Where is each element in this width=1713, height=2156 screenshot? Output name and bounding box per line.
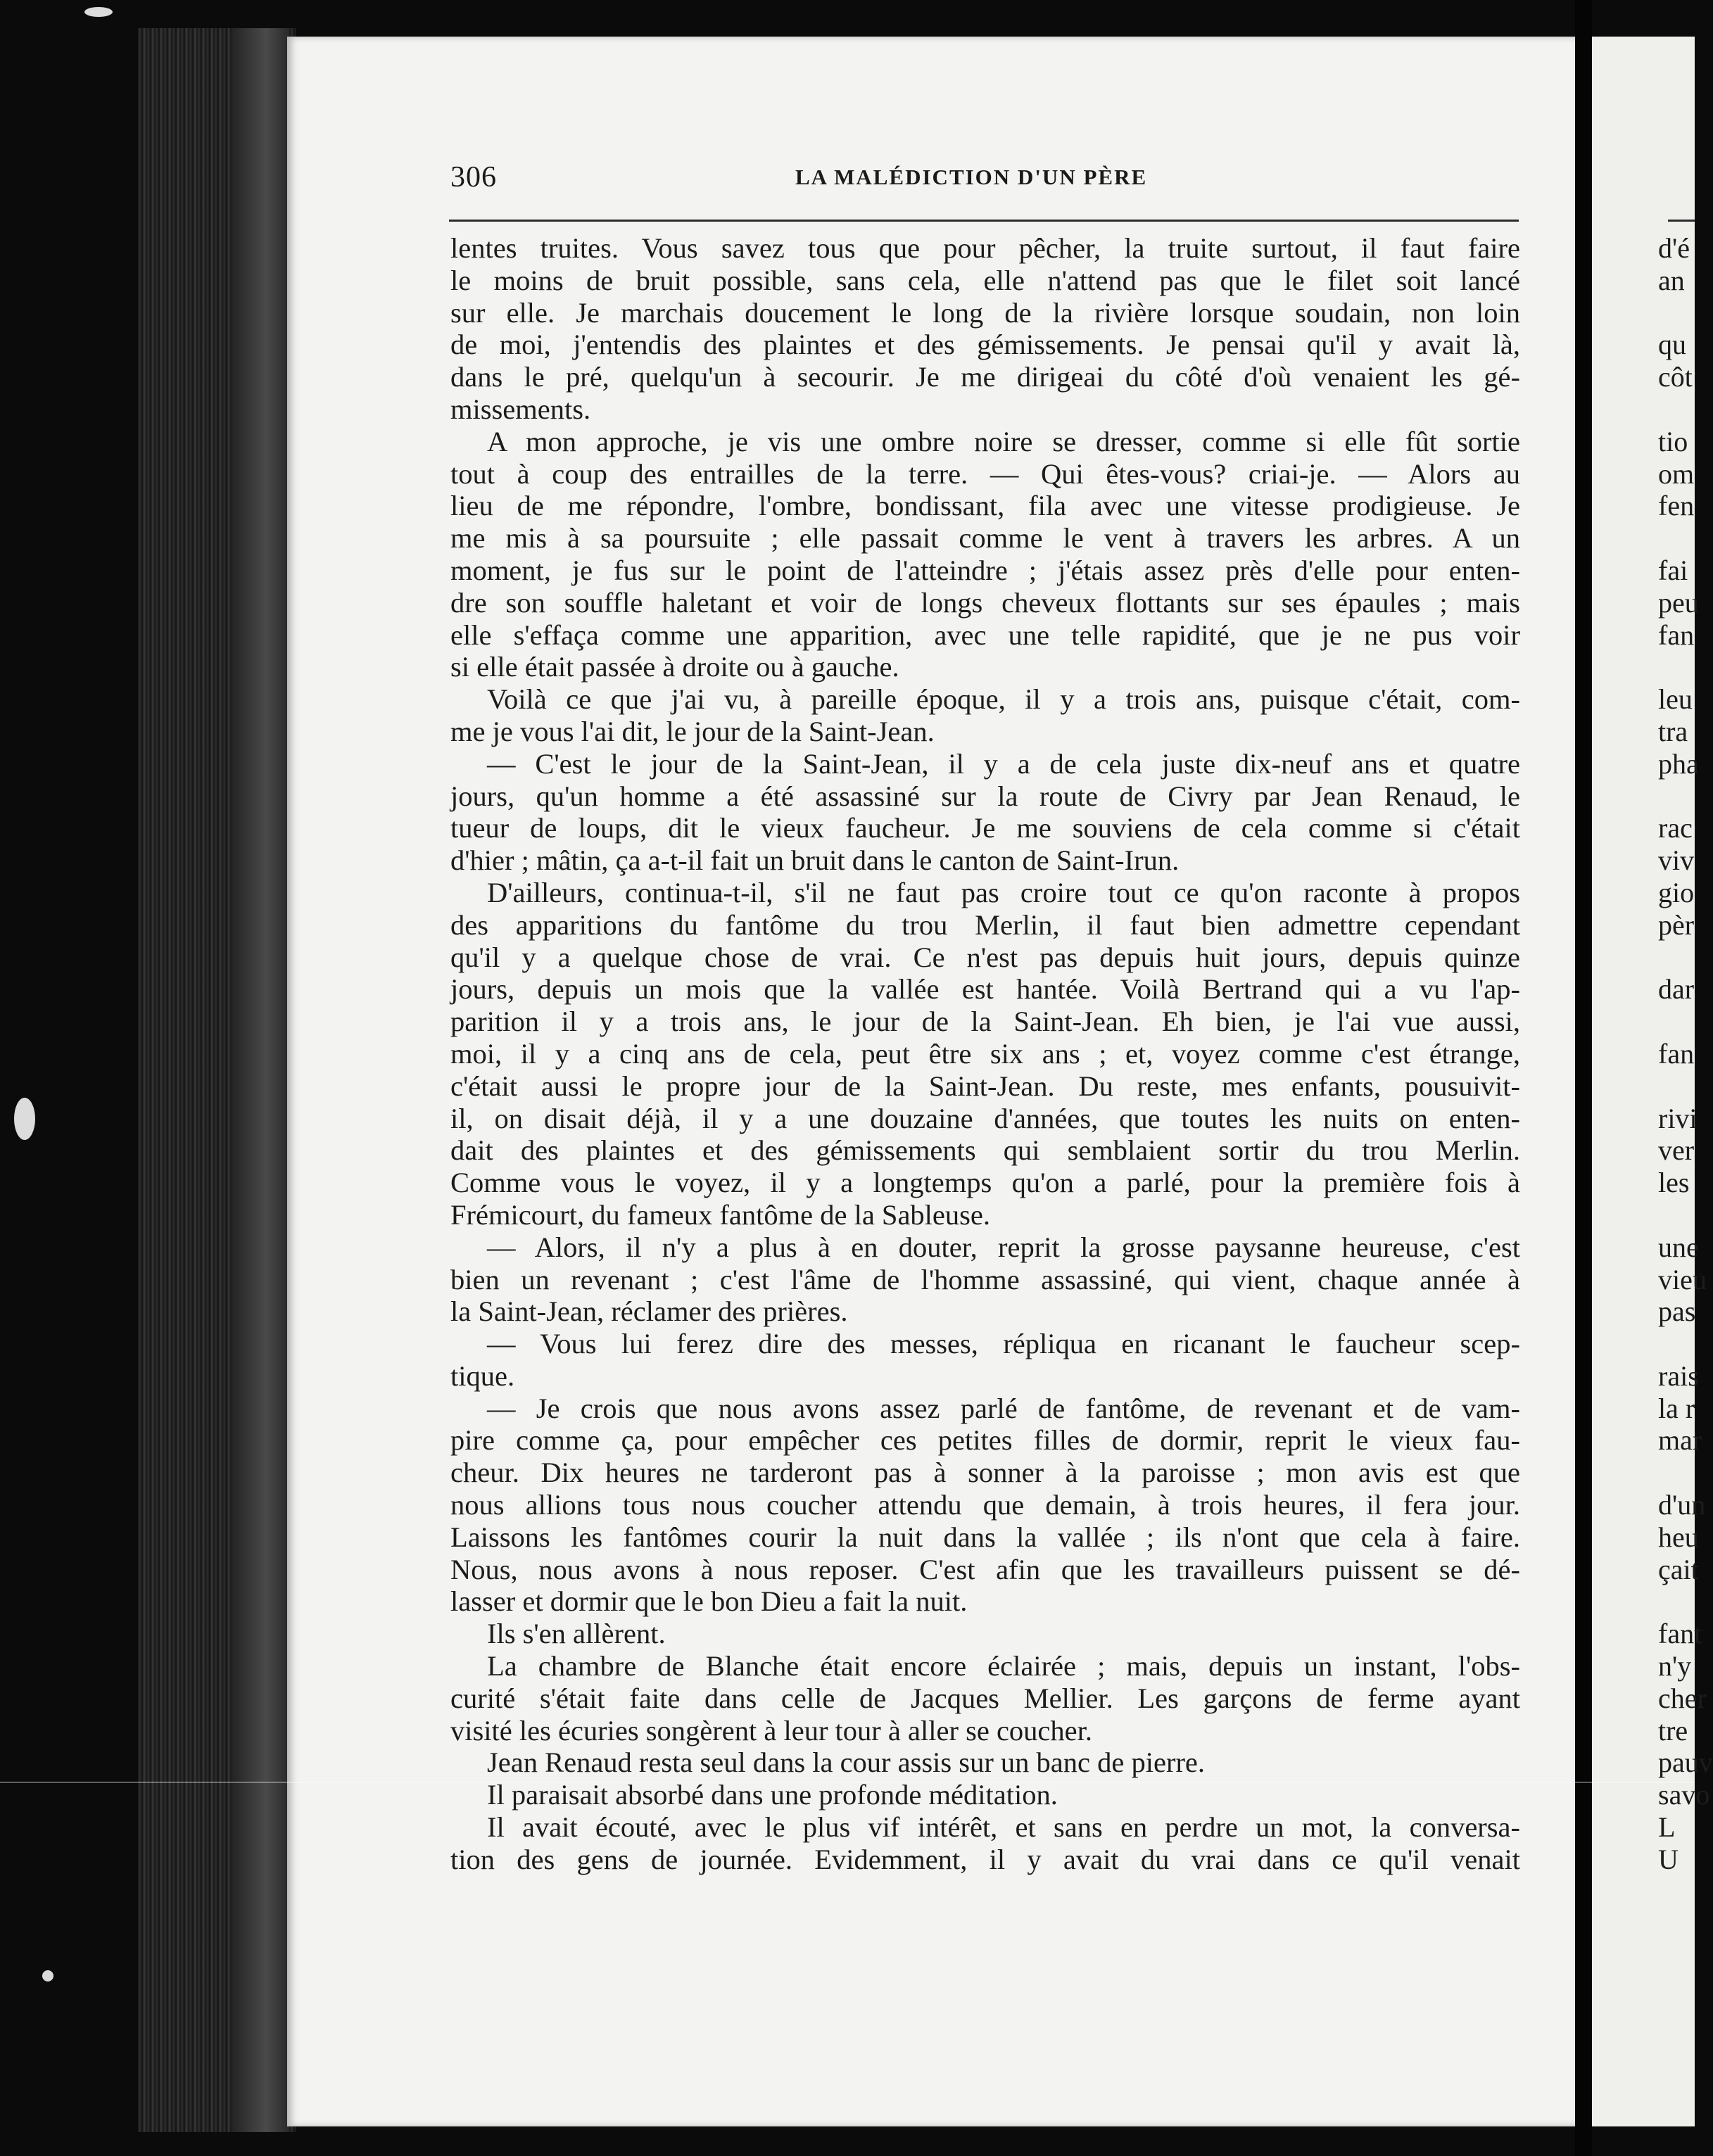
text-line: sur elle. Je marchais doucement le long de la rivière lorsque soudain, non loin (450, 296, 1520, 329)
next-page-fragment: fen (1658, 490, 1695, 522)
next-page-fragment (1658, 1006, 1695, 1038)
text-line: tion des gens de journée. Evidemment, il y avait du vrai dans ce qu'il venait (450, 1843, 1520, 1875)
text-line: jours, depuis un mois que la vallée est hantée. Voilà Bertrand qui a vu l'ap- (450, 973, 1520, 1006)
next-page-fragment: fant (1658, 1618, 1702, 1650)
next-page-fragment: pauv (1658, 1746, 1713, 1779)
next-page-fragment: tre (1658, 1714, 1688, 1746)
next-page-fragment: fan (1658, 619, 1695, 651)
next-page-fragment: cher (1658, 1682, 1707, 1714)
text-line: pire comme ça, pour empêcher ces petites filles de dormir, reprit le vieux fau- (450, 1424, 1520, 1457)
text-line: me je vous l'ai dit, le jour de la Saint-Jean. (450, 715, 935, 747)
text-line: curité s'était faite dans celle de Jacques Mellier. Les garçons de ferme ayant (450, 1682, 1520, 1714)
page-gutter (1575, 0, 1592, 2156)
next-page-fragment: om (1658, 457, 1695, 490)
next-page-fragment (1658, 1457, 1695, 1489)
text-line: Ils s'en allèrent. (487, 1618, 666, 1650)
next-page-fragment: rais (1658, 1359, 1699, 1392)
next-page-fragment: U (1658, 1843, 1679, 1875)
text-line: Voilà ce que j'ai vu, à pareille époque, il y a trois ans, puisque c'était, com- (487, 683, 1520, 716)
text-line: de moi, j'entendis des plaintes et des gémissements. Je pensai qu'il y avait là, (450, 329, 1520, 361)
next-page-fragment: leu (1658, 683, 1693, 716)
next-page-fragment (1658, 780, 1695, 813)
next-page-fragment: les (1658, 1167, 1690, 1199)
text-line: Nous, nous avons à nous reposer. C'est afin que les travailleurs puissent se dé- (450, 1553, 1520, 1585)
next-page-fragment: rac (1658, 812, 1693, 844)
text-line: Il avait écouté, avec le plus vif intérêt, et sans en perdre un mot, la conversa- (487, 1811, 1520, 1844)
next-page-fragment: L (1658, 1811, 1676, 1844)
next-page-fragment: dar (1658, 973, 1695, 1006)
next-page-fragment: an (1658, 264, 1685, 296)
next-page-fragment: pha (1658, 747, 1699, 780)
text-line: dans le pré, quelqu'un à secourir. Je me dirigeai du côté d'où venaient les gé- (450, 361, 1520, 393)
next-page-fragment: ver (1658, 1134, 1695, 1167)
next-page-fragment (1658, 1199, 1695, 1231)
text-line: missements. (450, 393, 591, 425)
next-page-fragment: mar (1658, 1424, 1702, 1457)
text-line: le moins de bruit possible, sans cela, elle n'attend pas que le filet soit lancé (450, 264, 1520, 296)
text-line: Comme vous le voyez, il y a longtemps qu'on a parlé, pour la première fois à (450, 1167, 1520, 1199)
page-header (450, 160, 1520, 203)
text-line: visité les écuries songèrent à leur tour à aller se coucher. (450, 1714, 1093, 1746)
scan-speck (84, 7, 113, 17)
next-page-fragment: tra (1658, 715, 1688, 747)
next-page-fragment: vieu (1658, 1263, 1707, 1295)
next-page-fragment: çait (1658, 1553, 1699, 1585)
header-rule (449, 220, 1519, 222)
text-line: tueur de loups, dit le vieux faucheur. Je me souviens de cela comme si c'était (450, 812, 1520, 844)
next-page-fragment: d'é (1658, 232, 1690, 264)
text-line: jours, qu'un homme a été assassiné sur la route de Civry par Jean Renaud, le (450, 780, 1520, 812)
text-line: Frémicourt, du fameux fantôme de la Sableuse. (450, 1198, 991, 1231)
text-line: me mis à sa poursuite ; elle passait comme le vent à travers les arbres. A un (450, 522, 1520, 554)
text-line: — Alors, il n'y a plus à en douter, reprit la grosse paysanne heureuse, c'est (487, 1231, 1520, 1263)
running-title: LA MALÉDICTION D'UN PÈRE (795, 165, 1148, 189)
next-page-fragment: pèr (1658, 908, 1695, 941)
next-page-fragment: pas (1658, 1295, 1696, 1328)
next-page-fragment: qu (1658, 329, 1686, 361)
next-page-fragment: savo (1658, 1779, 1710, 1811)
text-line: D'ailleurs, continua-t-il, s'il ne faut pas croire tout ce qu'on raconte à propos (487, 876, 1520, 908)
text-line: lasser et dormir que le bon Dieu a fait la nuit. (450, 1585, 968, 1618)
text-line: dre son souffle haletant et voir de longs cheveux flottants sur ses épaules ; mais (450, 586, 1520, 619)
next-page-fragment (1658, 522, 1695, 554)
next-page-fragment (1658, 941, 1695, 974)
next-page-fragment: une (1658, 1231, 1699, 1263)
text-line: parition il y a trois ans, le jour de la Saint-Jean. Eh bien, je l'ai vue aussi, (450, 1006, 1520, 1038)
next-page-fragment: tio (1658, 425, 1688, 457)
next-page-fragment (1658, 393, 1695, 426)
next-page-fragment (1658, 651, 1695, 683)
text-line: Il paraisait absorbé dans une profonde méditation. (487, 1779, 1058, 1811)
text-line: moi, il y a cinq ans de cela, peut être six ans ; et, voyez comme c'est étrange, (450, 1037, 1520, 1070)
book-spine-shadow (232, 28, 289, 2132)
next-page-fragment: fan (1658, 1037, 1695, 1070)
next-page-fragment: fai (1658, 554, 1688, 586)
next-page-fragment: gio (1658, 876, 1695, 908)
next-page-fragment: peu (1658, 586, 1699, 619)
text-line: A mon approche, je vis une ombre noire se dresser, comme si elle fût sortie (487, 425, 1520, 457)
text-line: qu'il y a quelque chose de vrai. Ce n'est pas depuis huit jours, depuis quinze (450, 941, 1520, 973)
next-page-text-fragments (1658, 232, 1713, 1876)
next-page-fragment: viv (1658, 844, 1695, 877)
text-line: dait des plaintes et des gémissements qui semblaient sortir du trou Merlin. (450, 1134, 1520, 1167)
body-text (450, 232, 1520, 1876)
text-line: des apparitions du fantôme du trou Merlin, il faut bien admettre cependant (450, 908, 1520, 941)
text-line: si elle était passée à droite ou à gauche. (450, 651, 899, 683)
next-page-fragment: côt (1658, 361, 1693, 393)
scan-speck (14, 1098, 35, 1140)
text-line: lentes truites. Vous savez tous que pour pêcher, la truite surtout, il faut faire (450, 232, 1520, 264)
text-line: il, on disait déjà, il y a une douzaine d'années, que toutes les nuits on enten- (450, 1102, 1520, 1134)
next-page-fragment (1658, 297, 1695, 329)
next-page-fragment: rivi (1658, 1102, 1698, 1134)
text-line: Jean Renaud resta seul dans la cour assis sur un banc de pierre. (487, 1746, 1206, 1779)
text-line: bien un revenant ; c'est l'âme de l'homme assassiné, qui vient, chaque année à (450, 1263, 1520, 1295)
next-page-header-rule (1668, 220, 1695, 222)
text-line: moment, je fus sur le point de l'atteindre ; j'étais assez près d'elle pour enten- (450, 554, 1520, 586)
text-line: lieu de me répondre, l'ombre, bondissant, fila avec une vitesse prodigieuse. Je (450, 490, 1520, 522)
scan-artifact-line (0, 1782, 1695, 1783)
text-line: d'hier ; mâtin, ça a-t-il fait un bruit dans le canton de Saint-Irun. (450, 844, 1180, 877)
next-page-fragment: n'y (1658, 1650, 1692, 1682)
text-line: tique. (450, 1359, 515, 1392)
text-line: La chambre de Blanche était encore éclairée ; mais, depuis un instant, l'obs- (487, 1650, 1520, 1682)
text-line: la Saint-Jean, réclamer des prières. (450, 1295, 848, 1328)
page-number: 306 (450, 161, 497, 194)
text-line: — C'est le jour de la Saint-Jean, il y a de cela juste dix-neuf ans et quatre (487, 747, 1520, 780)
next-page-fragment: heu (1658, 1521, 1699, 1553)
text-line: elle s'effaça comme une apparition, avec une telle rapidité, que je ne pus voir (450, 619, 1520, 651)
text-line: tout à coup des entrailles de la terre. — Qui êtes-vous? criai-je. — Alors au (450, 457, 1520, 490)
text-line: — Je crois que nous avons assez parlé de fantôme, de revenant et de vam- (487, 1392, 1520, 1424)
text-line: — Vous lui ferez dire des messes, répliqua en ricanant le faucheur scep- (487, 1328, 1520, 1360)
next-page-fragment (1658, 1328, 1695, 1360)
scan-speck (42, 1970, 53, 1981)
text-line: cheur. Dix heures ne tarderont pas à sonner à la paroisse ; mon avis est que (450, 1457, 1520, 1489)
text-line: Laissons les fantômes courir la nuit dans la vallée ; ils n'ont que cela à faire. (450, 1521, 1520, 1553)
next-page-fragment (1658, 1585, 1695, 1618)
next-page-fragment: d'un (1658, 1489, 1706, 1521)
text-line: nous allions tous nous coucher attendu que demain, à trois heures, il fera jour. (450, 1489, 1520, 1521)
next-page-fragment: la r (1658, 1392, 1695, 1424)
next-page-fragment (1658, 1070, 1695, 1103)
text-line: c'était aussi le propre jour de la Saint-Jean. Du reste, mes enfants, pousuivit- (450, 1070, 1520, 1102)
